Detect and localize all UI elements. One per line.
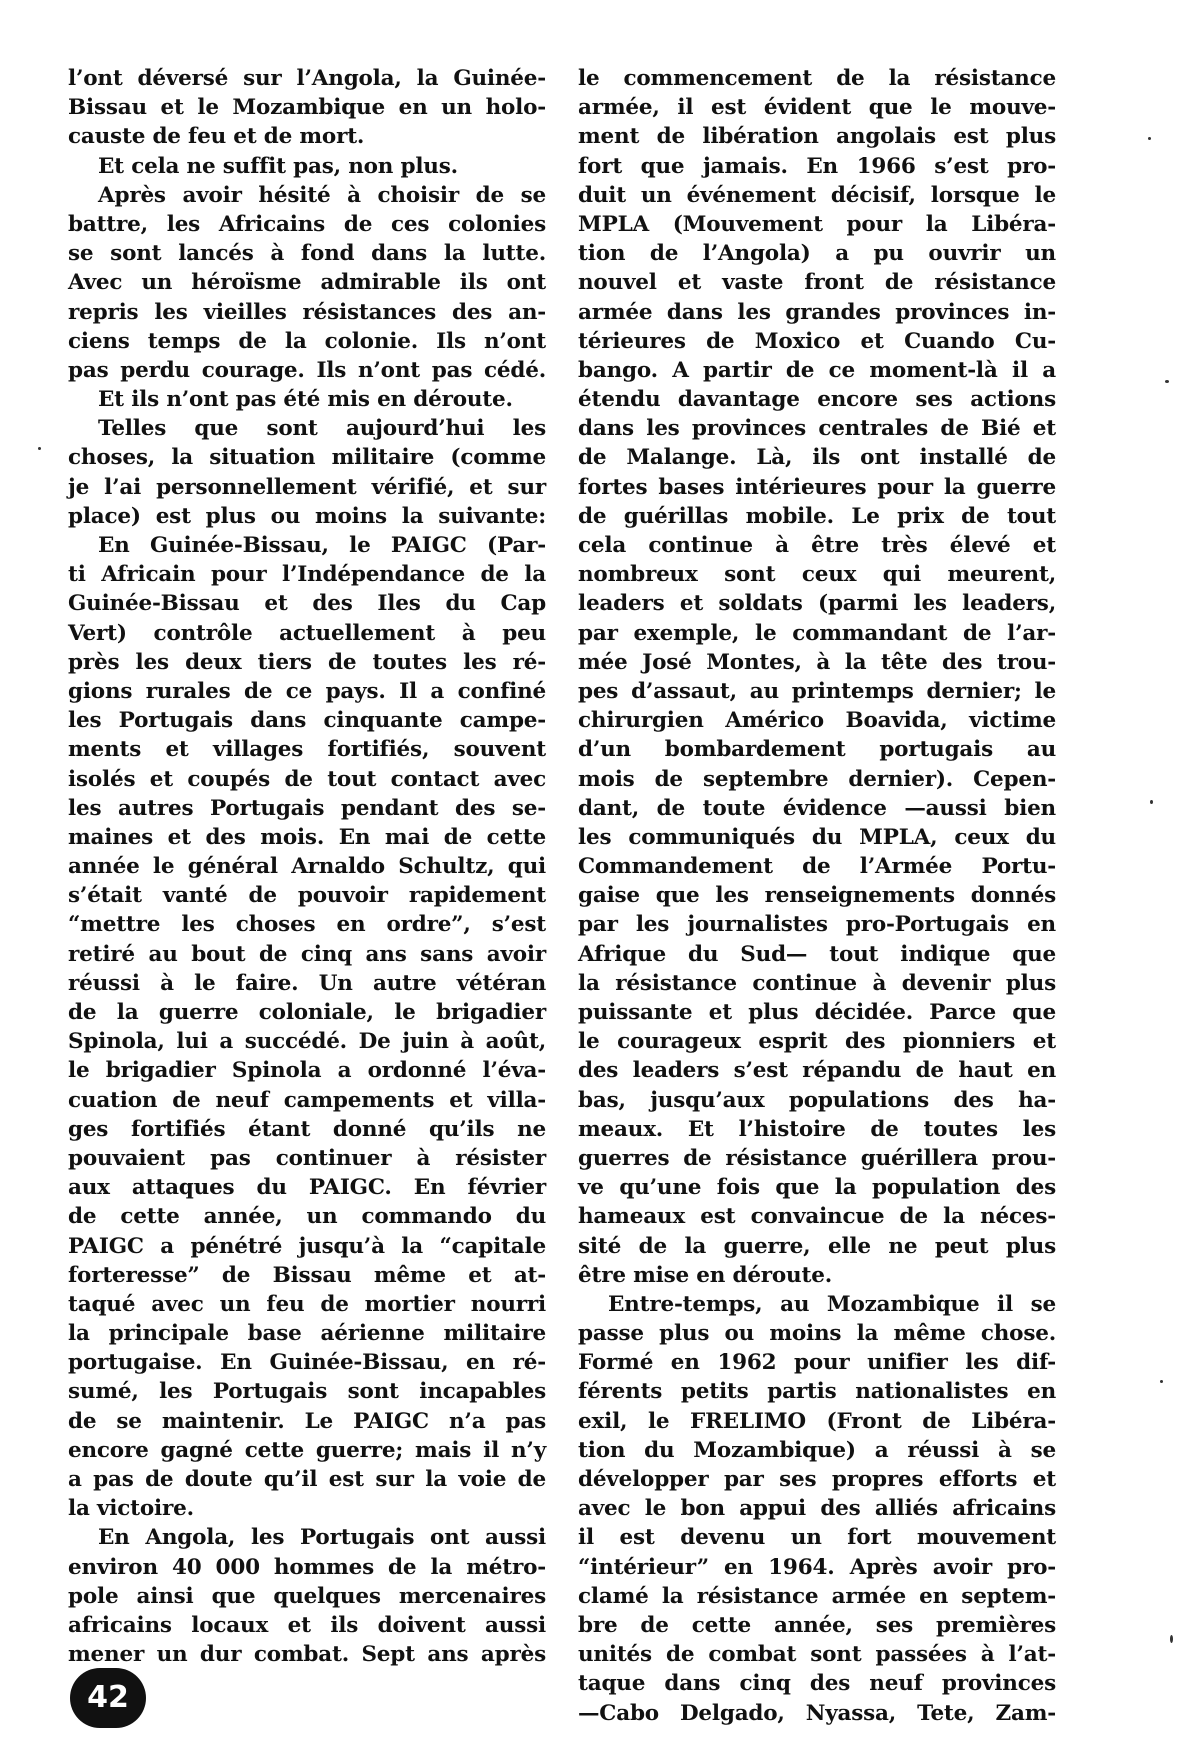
text-line: tion du Mozambique) a réussi à se bbox=[578, 1437, 1056, 1463]
text-line: dant, de toute évidence —aussi bien bbox=[578, 795, 1056, 821]
text-line: repris les vieilles résistances des an- bbox=[68, 299, 546, 325]
text-line: mée José Montes, à la tête des trou- bbox=[578, 649, 1056, 675]
text-line: encore gagné cette guerre; mais il n’y bbox=[68, 1437, 546, 1463]
text-line: le commencement de la résistance bbox=[578, 66, 1056, 91]
text-line: puissante et plus décidée. Parce que bbox=[578, 1000, 1056, 1025]
text-line: étendu davantage encore ses actions bbox=[578, 387, 1056, 413]
text-line: Avec un héroïsme admirable ils ont bbox=[68, 270, 546, 296]
text-line: de se maintenir. Le PAIGC n’a pas bbox=[68, 1408, 546, 1434]
text-line: ments et villages fortifiés, souvent bbox=[68, 737, 546, 763]
right-text-column bbox=[578, 64, 1056, 1728]
text-line: pes d’assaut, au printemps dernier; le bbox=[578, 678, 1056, 704]
text-line: pole ainsi que quelques mercenaires bbox=[68, 1583, 546, 1609]
text-line: nouvel et vaste front de résistance bbox=[578, 270, 1056, 296]
text-line: aux attaques du PAIGC. En février bbox=[68, 1175, 546, 1201]
text-line: gaise que les renseignements donnés bbox=[578, 883, 1056, 909]
text-line: la principale base aérienne militaire bbox=[68, 1321, 546, 1347]
text-line: l’ont déversé sur l’Angola, la Guinée- bbox=[68, 66, 546, 91]
text-line: “intérieur” en 1964. Après avoir pro- bbox=[578, 1554, 1056, 1580]
text-line: Guinée-Bissau et des Iles du Cap bbox=[68, 591, 546, 617]
text-line: choses, la situation militaire (comme bbox=[68, 445, 546, 471]
text-line: PAIGC a pénétré jusqu’à la “capitale bbox=[68, 1233, 546, 1259]
text-line: de cette année, un commando du bbox=[68, 1204, 546, 1230]
text-line: armée dans les grandes provinces in- bbox=[578, 299, 1056, 325]
text-line: taque dans cinq des neuf provinces bbox=[578, 1671, 1056, 1697]
text-line: ve qu’une fois que la population des bbox=[578, 1175, 1056, 1201]
text-line: Spinola, lui a succédé. De juin à août, bbox=[68, 1029, 546, 1055]
text-line: pas perdu courage. Ils n’ont pas cédé. bbox=[68, 357, 546, 383]
text-line: mois de septembre dernier). Cepen- bbox=[578, 766, 1056, 792]
text-line: par exemple, le commandant de l’ar- bbox=[578, 620, 1056, 646]
text-line: battre, les Africains de ces colonies bbox=[68, 211, 546, 237]
text-line: isolés et coupés de tout contact avec bbox=[68, 766, 546, 792]
text-line: se sont lancés à fond dans la lutte. bbox=[68, 241, 546, 267]
text-line: Bissau et le Mozambique en un holo- bbox=[68, 95, 546, 121]
text-line: ti Africain pour l’Indépendance de la bbox=[68, 562, 546, 588]
text-line: pouvaient pas continuer à résister bbox=[68, 1145, 546, 1171]
text-line: réussi à le faire. Un autre vétéran bbox=[68, 970, 546, 996]
text-line: le courageux esprit des pionniers et bbox=[578, 1029, 1056, 1055]
text-line: les communiqués du MPLA, ceux du bbox=[578, 824, 1056, 850]
text-line: férents petits partis nationalistes en bbox=[578, 1379, 1056, 1405]
text-line: ment de libération angolais est plus bbox=[578, 124, 1056, 150]
text-line: retiré au bout de cinq ans sans avoir bbox=[68, 941, 546, 967]
text-line: fortes bases intérieures pour la guerre bbox=[578, 474, 1056, 500]
text-line: clamé la résistance armée en septem- bbox=[578, 1583, 1056, 1609]
text-line: Après avoir hésité à choisir de se bbox=[98, 182, 546, 208]
text-line: chirurgien Américo Boavida, victime bbox=[578, 708, 1056, 734]
text-line: par les journalistes pro-Portugais en bbox=[578, 912, 1056, 938]
text-line: taqué avec un feu de mortier nourri bbox=[68, 1291, 546, 1317]
scan-speck bbox=[1165, 380, 1169, 383]
text-line: Entre-temps, au Mozambique il se bbox=[608, 1291, 1056, 1317]
text-line: le brigadier Spinola a ordonné l’éva- bbox=[68, 1058, 546, 1084]
text-line: causte de feu et de mort. bbox=[68, 124, 365, 150]
text-line: hameaux est convaincue de la néces- bbox=[578, 1204, 1056, 1230]
text-line: Afrique du Sud— tout indique que bbox=[578, 941, 1056, 967]
text-line: d’un bombardement portugais au bbox=[578, 737, 1056, 763]
text-line: place) est plus ou moins la suivante: bbox=[68, 503, 546, 529]
text-line: près les deux tiers de toutes les ré- bbox=[68, 649, 546, 675]
text-line: être mise en déroute. bbox=[578, 1262, 832, 1288]
text-line: ges fortifiés étant donné qu’ils ne bbox=[68, 1116, 546, 1142]
text-line: de Malange. Là, ils ont installé de bbox=[578, 445, 1056, 471]
text-line: les autres Portugais pendant des se- bbox=[68, 795, 546, 821]
text-line: Commandement de l’Armée Portu- bbox=[578, 854, 1056, 880]
text-line: guerres de résistance guérillera prou- bbox=[578, 1145, 1056, 1171]
text-line: environ 40 000 hommes de la métro- bbox=[68, 1554, 546, 1580]
text-line: En Angola, les Portugais ont aussi bbox=[98, 1525, 546, 1551]
text-line: année le général Arnaldo Schultz, qui bbox=[68, 854, 546, 880]
text-line: unités de combat sont passées à l’at- bbox=[578, 1642, 1056, 1668]
text-line: fort que jamais. En 1966 s’est pro- bbox=[578, 153, 1056, 179]
text-line: passe plus ou moins la même chose. bbox=[578, 1321, 1056, 1347]
scan-speck bbox=[1160, 1380, 1163, 1383]
text-line: africains locaux et ils doivent aussi bbox=[68, 1612, 546, 1638]
text-line: de guérillas mobile. Le prix de tout bbox=[578, 503, 1056, 529]
text-line: sité de la guerre, elle ne peut plus bbox=[578, 1233, 1056, 1259]
text-line: portugaise. En Guinée-Bissau, en ré- bbox=[68, 1350, 546, 1376]
text-line: sumé, les Portugais sont incapables bbox=[68, 1379, 546, 1405]
text-line: Et ils n’ont pas été mis en déroute. bbox=[98, 387, 513, 413]
text-line: meaux. Et l’histoire de toutes les bbox=[578, 1116, 1056, 1142]
text-line: Vert) contrôle actuellement à peu bbox=[68, 620, 546, 646]
left-text-column bbox=[68, 64, 546, 1669]
text-line: dans les provinces centrales de Bié et bbox=[578, 416, 1056, 442]
text-line: des leaders s’est répandu de haut en bbox=[578, 1058, 1056, 1084]
text-line: leaders et soldats (parmi les leaders, bbox=[578, 591, 1056, 617]
text-line: Formé en 1962 pour unifier les dif- bbox=[578, 1350, 1056, 1376]
text-line: maines et des mois. En mai de cette bbox=[68, 824, 546, 850]
text-line: armée, il est évident que le mouve- bbox=[578, 95, 1056, 121]
text-line: mener un dur combat. Sept ans après bbox=[68, 1642, 546, 1668]
scan-speck bbox=[1170, 1635, 1173, 1643]
text-line: cuation de neuf campements et villa- bbox=[68, 1087, 546, 1113]
text-line: tion de l’Angola) a pu ouvrir un bbox=[578, 241, 1056, 267]
text-line: bre de cette année, ses premières bbox=[578, 1612, 1056, 1638]
page-number-badge: 42 bbox=[70, 1668, 146, 1728]
text-line: s’était vanté de pouvoir rapidement bbox=[68, 883, 546, 909]
text-line: gions rurales de ce pays. Il a confiné bbox=[68, 678, 546, 704]
text-line: bas, jusqu’aux populations des ha- bbox=[578, 1087, 1056, 1113]
text-line: —Cabo Delgado, Nyassa, Tete, Zam- bbox=[578, 1700, 1056, 1726]
text-line: je l’ai personnellement vérifié, et sur bbox=[68, 474, 546, 500]
text-line: térieures de Moxico et Cuando Cu- bbox=[578, 328, 1056, 354]
text-line: exil, le FRELIMO (Front de Libéra- bbox=[578, 1408, 1056, 1434]
text-line: Telles que sont aujourd’hui les bbox=[98, 416, 546, 442]
text-line: MPLA (Mouvement pour la Libéra- bbox=[578, 211, 1056, 237]
scan-speck bbox=[38, 447, 41, 450]
text-line: ciens temps de la colonie. Ils n’ont bbox=[68, 328, 546, 354]
text-line: a pas de doute qu’il est sur la voie de bbox=[68, 1467, 546, 1492]
text-line: bango. A partir de ce moment-là il a bbox=[578, 357, 1056, 383]
text-line: développer par ses propres efforts et bbox=[578, 1467, 1056, 1492]
text-line: avec le bon appui des alliés africains bbox=[578, 1496, 1056, 1522]
text-line: de la guerre coloniale, le brigadier bbox=[68, 1000, 546, 1025]
text-line: les Portugais dans cinquante campe- bbox=[68, 708, 546, 734]
scan-speck bbox=[1150, 800, 1153, 804]
scan-speck bbox=[1148, 137, 1151, 140]
text-line: nombreux sont ceux qui meurent, bbox=[578, 562, 1056, 588]
text-line: “mettre les choses en ordre”, s’est bbox=[68, 912, 546, 938]
text-line: En Guinée-Bissau, le PAIGC (Par- bbox=[98, 533, 546, 558]
text-line: la résistance continue à devenir plus bbox=[578, 970, 1056, 996]
text-line: cela continue à être très élevé et bbox=[578, 533, 1056, 558]
text-line: Et cela ne suffit pas, non plus. bbox=[98, 153, 458, 179]
text-line: duit un événement décisif, lorsque le bbox=[578, 182, 1056, 208]
text-line: il est devenu un fort mouvement bbox=[578, 1525, 1056, 1551]
text-line: forteresse” de Bissau même et at- bbox=[68, 1262, 546, 1288]
text-line: la victoire. bbox=[68, 1496, 194, 1522]
